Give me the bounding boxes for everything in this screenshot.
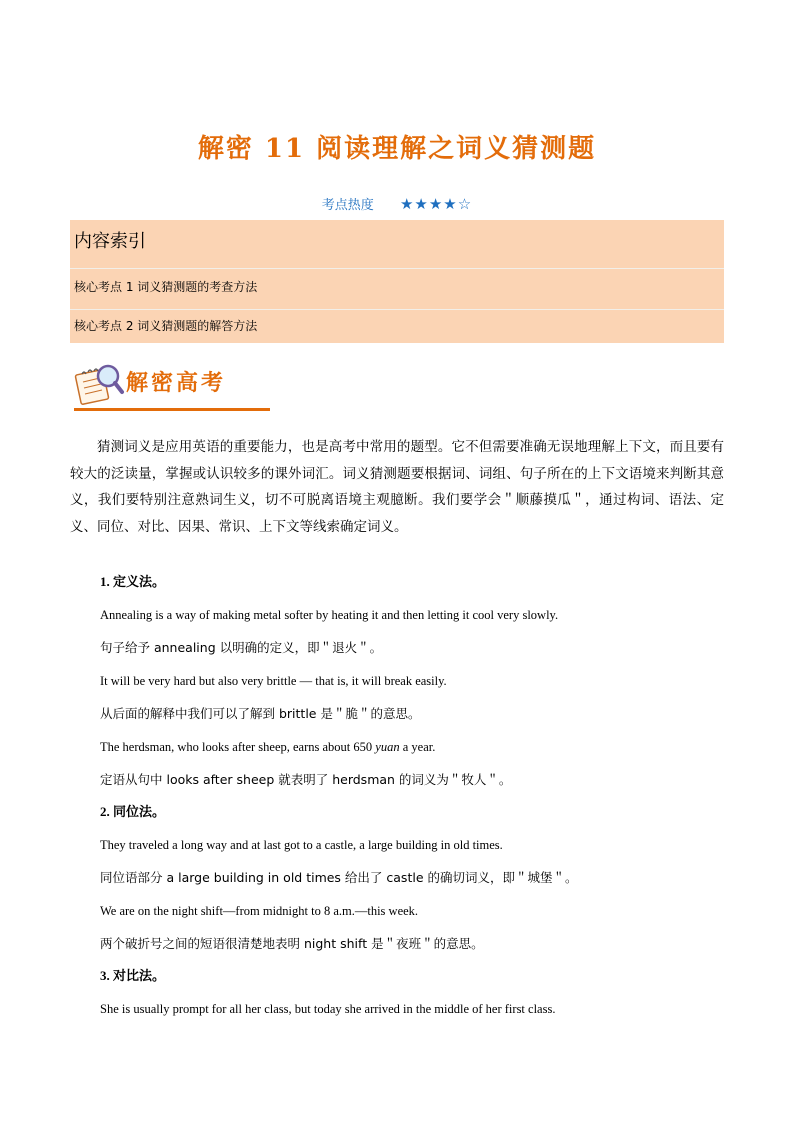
example-sentence: Annealing is a way of making metal softer by heating it and then letting it cool very slowly.: [100, 608, 559, 622]
intro-paragraph: 猜测词义是应用英语的重要能力，也是高考中常用的题型。它不但需要准确无误地理解上下文，而且要有较大的泛读量，掌握或认识较多的课外词汇。词义猜测题要根据词、词组、句子所在的上下文语境来判断其意义，我们要特别注意熟词生义，切不可脱离语境主观臆断。我们要学会＂顺藤摸瓜＂，通过构词、语法、定义、同位、对比、因果、常识、上下文等线索确定词义。: [70, 439, 724, 535]
document-title: 解密 11 阅读理解之词义猜测题: [197, 134, 597, 164]
sentence-part: a year.: [399, 740, 436, 754]
content-index: [70, 220, 724, 343]
explanation-text: 定语从句中 looks after sheep 就表明了 herdsman 的词义为＂牧人＂。: [100, 772, 512, 787]
explanation-text: 句子给予 annealing 以明确的定义，即＂退火＂。: [100, 640, 383, 655]
example-sentence: She is usually prompt for all her class, but today she arrived in the middle of her first class.: [100, 1002, 556, 1016]
star-rating-icon: ★★★★☆: [399, 195, 473, 213]
explanation-text: 从后面的解释中我们可以了解到 brittle 是＂脆＂的意思。: [100, 706, 421, 721]
index-heading: 内容索引: [70, 220, 724, 269]
section-heading-appositive: 2. 同位法。: [100, 804, 166, 819]
index-item-1: 核心考点 1 词义猜测题的考查方法: [70, 269, 724, 310]
heat-label: 考点热度: [321, 198, 374, 213]
section-banner: [70, 360, 270, 412]
example-sentence: They traveled a long way and at last got to a castle, a large building in old times.: [100, 838, 503, 852]
banner-title: 解密高考: [126, 371, 227, 396]
example-sentence: We are on the night shift—from midnight to 8 a.m.—this week.: [100, 904, 419, 918]
example-sentence: It will be very hard but also very brittle — that is, it will break easily.: [100, 674, 447, 688]
magnifier-notepad-icon: [70, 360, 126, 410]
italic-word: yuan: [375, 740, 400, 754]
sentence-part: The herdsman, who looks after sheep, earns about 650: [100, 740, 376, 754]
banner-underline: [74, 408, 270, 411]
example-sentence: [100, 730, 724, 764]
index-item-2: 核心考点 2 词义猜测题的解答方法: [74, 319, 258, 333]
section-heading-definition: 1. 定义法。: [100, 574, 166, 589]
methods-content: [100, 566, 724, 1026]
section-heading-contrast: 3. 对比法。: [100, 968, 166, 983]
heat-rating: [0, 194, 794, 213]
explanation-text: 同位语部分 a large building in old times 给出了 castle 的确切词义，即＂城堡＂。: [100, 870, 578, 885]
explanation-text: 两个破折号之间的短语很清楚地表明 night shift 是＂夜班＂的意思。: [100, 936, 484, 951]
